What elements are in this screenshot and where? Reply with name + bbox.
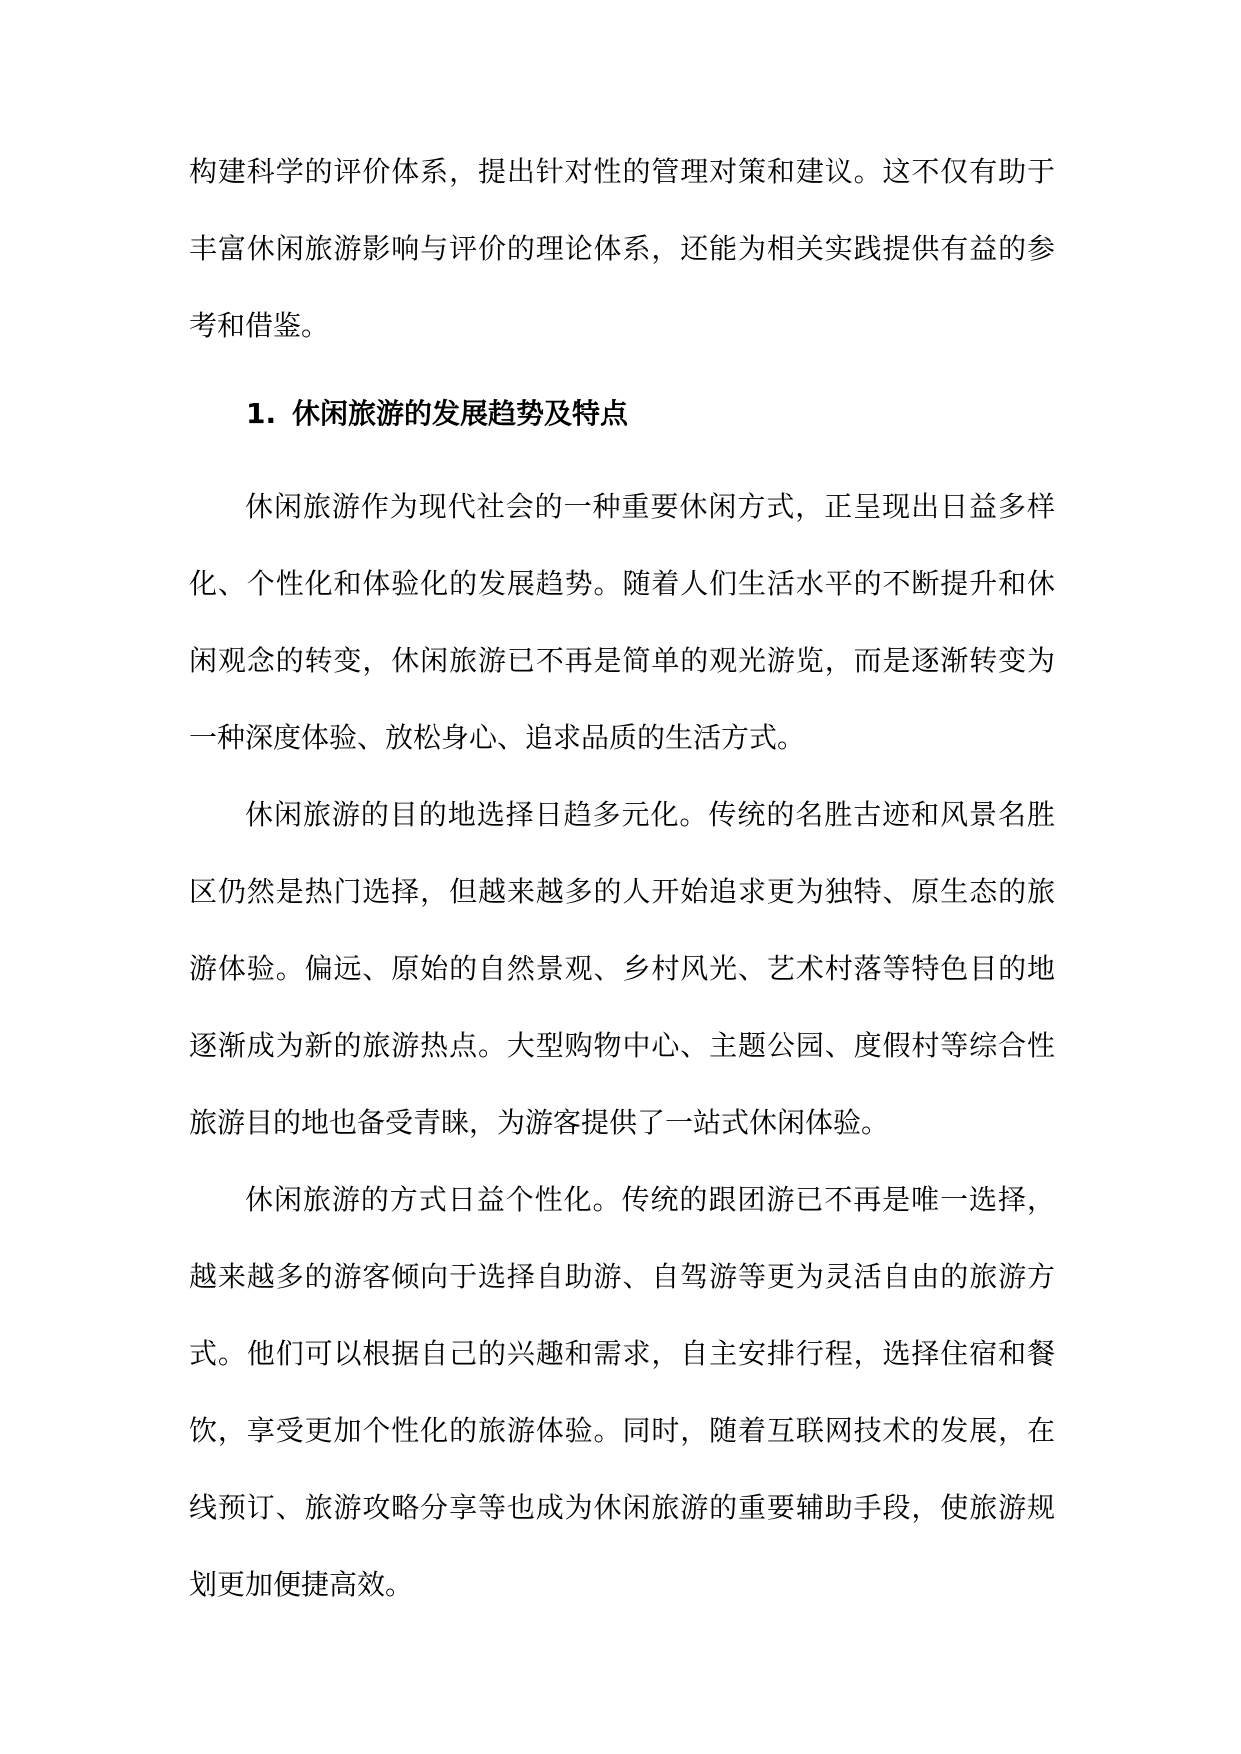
intro-paragraph: 构建科学的评价体系，提出针对性的管理对策和建议。这不仅有助于丰富休闲旅游影响与评价的理论体系，还能为相关实践提供有益的参考和借鉴。 xyxy=(189,155,1055,342)
body-paragraph: 休闲旅游的方式日益个性化。传统的跟团游已不再是唯一选择，越来越多的游客倾向于选择自助游、自驾游等更为灵活自由的旅游方式。他们可以根据自己的兴趣和需求，自主安排行程，选择住宿和餐饮，享受更加个性化的旅游体验。同时，随着互联网技术的发展，在线预订、旅游攻略分享等也成为休闲旅游的重要辅助手段，使旅游规划更加便捷高效。 xyxy=(189,1183,1055,1601)
section-body xyxy=(189,468,1055,1623)
body-paragraph: 休闲旅游作为现代社会的一种重要休闲方式，正呈现出日益多样化、个性化和体验化的发展趋势。随着人们生活水平的不断提升和休闲观念的转变，休闲旅游已不再是简单的观光游览，而是逐渐转变为一种深度体验、放松身心、追求品质的生活方式。 xyxy=(189,490,1055,754)
body-paragraph: 休闲旅游的目的地选择日趋多元化。传统的名胜古迹和风景名胜区仍然是热门选择，但越来越多的人开始追求更为独特、原生态的旅游体验。偏远、原始的自然景观、乡村风光、艺术村落等特色目的地逐渐成为新的旅游热点。大型购物中心、主题公园、度假村等综合性旅游目的地也备受青睐，为游客提供了一站式休闲体验。 xyxy=(189,798,1055,1139)
section-number: 1. xyxy=(246,397,277,430)
section-title: 休闲旅游的发展趋势及特点 xyxy=(292,397,629,430)
section-heading xyxy=(246,394,628,434)
